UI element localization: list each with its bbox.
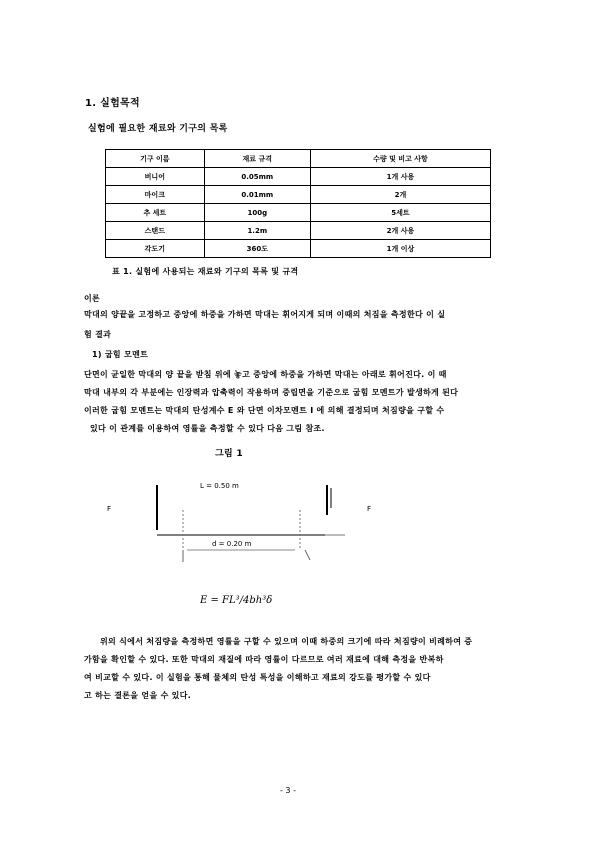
table-cell: 마이크 bbox=[106, 186, 205, 204]
table-cell: 스탠드 bbox=[106, 222, 205, 240]
table-row bbox=[106, 240, 491, 258]
section-heading: 1. 실험목적 bbox=[85, 98, 140, 109]
table-cell: 5세트 bbox=[310, 204, 490, 222]
distance-dimension: d = 0.20 m bbox=[212, 540, 252, 548]
table-row bbox=[106, 204, 491, 222]
table-cell: 360도 bbox=[204, 240, 310, 258]
table-cell: 2개 bbox=[310, 186, 490, 204]
table-cell: 100g bbox=[204, 204, 310, 222]
header-cell: 기구 이름 bbox=[106, 150, 205, 168]
sub-heading: 1) 굽힘 모멘트 bbox=[92, 350, 149, 359]
table-row bbox=[106, 186, 491, 204]
table-row bbox=[106, 168, 491, 186]
left-force-label: F bbox=[107, 505, 112, 513]
table-cell: 0.05mm bbox=[204, 168, 310, 186]
page-number: - 3 - bbox=[280, 786, 296, 795]
closing-line: 가함을 확인할 수 있다. 또한 막대의 재질에 따라 영률이 다르므로 여러 재료에 대해 측정을 반복하 bbox=[84, 655, 444, 664]
table-cell: 1.2m bbox=[204, 222, 310, 240]
closing-line: 여 비교할 수 있다. 이 실험을 통해 물체의 탄성 특성을 이해하고 재료의 강도를 평가할 수 있다 bbox=[84, 673, 431, 682]
intro-line: 험 결과 bbox=[84, 330, 112, 339]
table-cell: 추 세트 bbox=[106, 204, 205, 222]
right-force-label: F bbox=[367, 505, 372, 513]
closing-line: 고 하는 결론을 얻을 수 있다. bbox=[84, 691, 192, 700]
equipment-table bbox=[105, 149, 491, 258]
table-cell: 1개 이상 bbox=[310, 240, 490, 258]
theory-line: 이러한 굽힘 모멘트는 막대의 탄성계수 E 와 단면 이차모멘트 I 에 의해 결정되며 처짐량을 구할 수 bbox=[84, 406, 445, 415]
table-cell: 각도기 bbox=[106, 240, 205, 258]
theory-line: 단면이 균일한 막대의 양 끝을 받침 위에 놓고 중앙에 하중을 가하면 막대는 아래로 휘어진다. 이 때 bbox=[84, 370, 447, 379]
beam-diagram bbox=[95, 470, 395, 580]
intro-line: 막대의 양끝을 고정하고 중앙에 하중을 가하면 막대는 휘어지게 되며 이때의 처짐을 측정한다 이 실 bbox=[84, 310, 446, 319]
table-cell: 1개 사용 bbox=[310, 168, 490, 186]
table-title: 실험에 필요한 재료와 기구의 목록 bbox=[88, 124, 228, 134]
header-cell: 재료 규격 bbox=[204, 150, 310, 168]
load-marker bbox=[305, 550, 310, 560]
table-cell: 버니어 bbox=[106, 168, 205, 186]
table-row bbox=[106, 222, 491, 240]
theory-line: 막대 내부의 각 부분에는 인장력과 압축력이 작용하며 중립면을 기준으로 굽힘 모멘트가 발생하게 된다 bbox=[84, 388, 459, 397]
table-cell: 0.01mm bbox=[204, 186, 310, 204]
table-header-row bbox=[106, 150, 491, 168]
span-dimension: L = 0.50 m bbox=[200, 482, 239, 490]
header-cell: 수량 및 비고 사항 bbox=[310, 150, 490, 168]
table-caption: 표 1. 실험에 사용되는 재료와 기구의 목록 및 규격 bbox=[112, 267, 299, 276]
theory-label: 이론 bbox=[84, 294, 101, 303]
figure-title: 그림 1 bbox=[215, 449, 243, 459]
theory-line: 있다 이 관계를 이용하여 영률을 측정할 수 있다 다음 그림 참조. bbox=[90, 424, 325, 433]
table-cell: 2개 사용 bbox=[310, 222, 490, 240]
youngs-modulus-formula: E = FL³/4bh³δ bbox=[200, 595, 273, 606]
closing-line: 위의 식에서 처짐량을 측정하면 영률을 구할 수 있으며 이때 하중의 크기에 따라 처짐량이 비례하여 증 bbox=[100, 637, 473, 646]
